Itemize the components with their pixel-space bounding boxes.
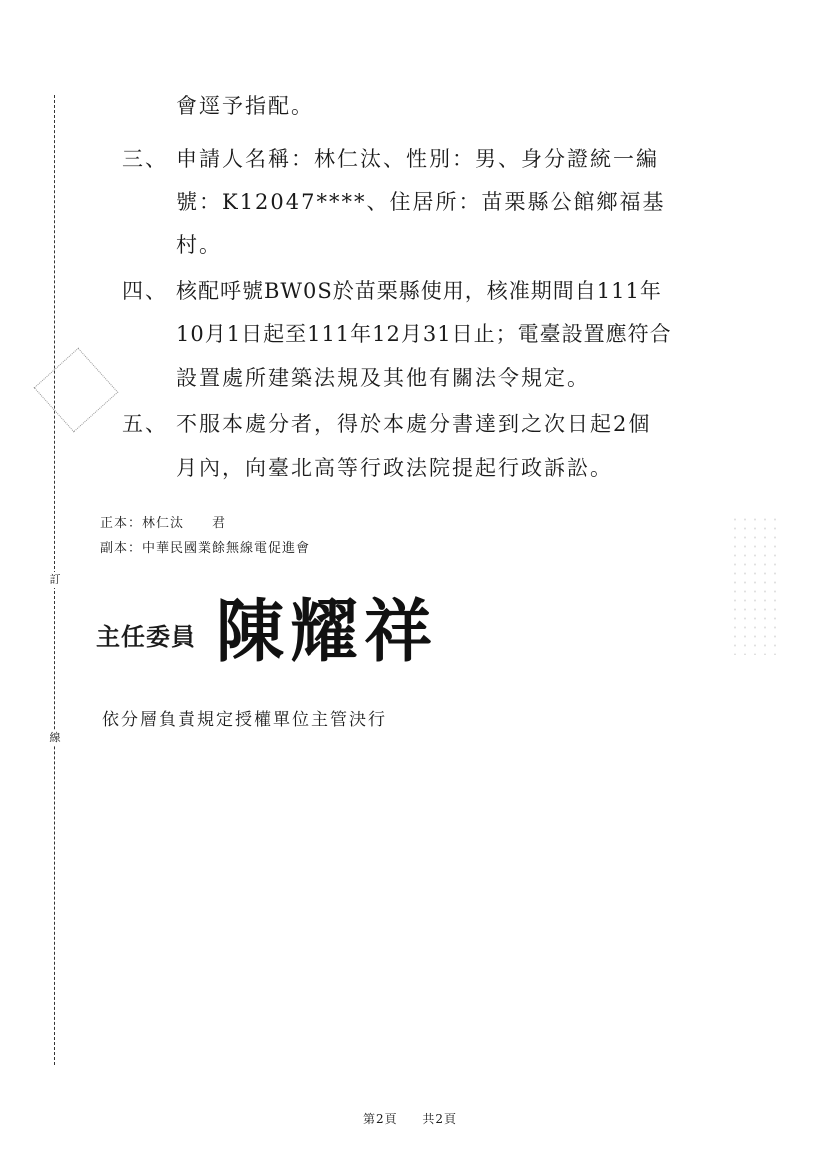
page-number: 第2頁 [362, 1112, 398, 1126]
paragraph-line: 號：K12047****、住居所：苗栗縣公館鄉福基 [176, 190, 666, 214]
delegation-note: 依分層負責規定授權單位主管決行 [102, 710, 387, 730]
paragraph-line: 10月1日起至111年12月31日止；電臺設置應符合 [176, 322, 672, 346]
copy-recipient: 副本：中華民國業餘無線電促進會 [100, 541, 311, 556]
paragraph-line: 申請人名稱：林仁汰、性別：男、身分證統一編 [176, 147, 659, 171]
signature-name: 陳耀祥 [216, 592, 439, 672]
item-number-3: 三、 [122, 147, 168, 171]
paragraph-line: 核配呼號BW0S於苗栗縣使用，核准期間自111年 [176, 279, 662, 303]
signature-title: 主任委員 [96, 622, 196, 651]
binding-mark-ding: 訂 [46, 572, 64, 588]
paragraph-line: 會逕予指配。 [176, 94, 314, 118]
paragraph-line: 設置處所建築法規及其他有關法令規定。 [176, 366, 590, 390]
page-footer [0, 1110, 820, 1127]
item-number-5: 五、 [122, 412, 168, 436]
paragraph-line: 不服本處分者，得於本處分書達到之次日起2個 [176, 412, 652, 436]
seal-stamp [34, 348, 119, 433]
binding-mark-xian: 線 [46, 730, 64, 746]
paragraph-line: 月內，向臺北高等行政法院提起行政訴訟。 [176, 456, 613, 480]
page-total: 共2頁 [422, 1112, 458, 1126]
original-recipient: 正本：林仁汰 君 [100, 516, 227, 531]
item-number-4: 四、 [122, 279, 168, 303]
paragraph-line: 村。 [176, 233, 222, 257]
scan-artifact [730, 515, 780, 655]
